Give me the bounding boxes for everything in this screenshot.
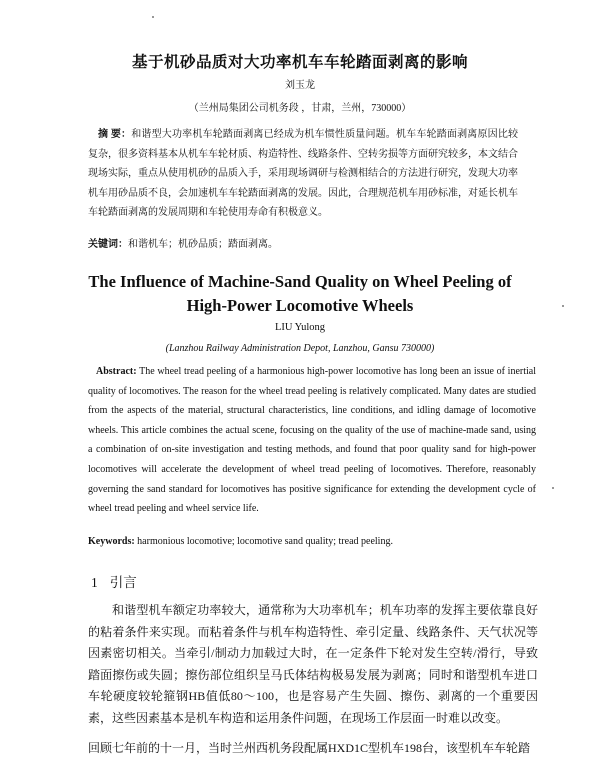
chinese-title: 基于机砂品质对大功率机车车轮踏面剥离的影响 [131,54,468,71]
scan-speck [552,487,554,489]
chinese-abstract [88,125,518,223]
english-title-line1: The Influence of Machine-Sand Quality on Wheel Peeling of [88,272,512,291]
chinese-affiliation: （兰州局集团公司机务段 ，甘肃，兰州，730000） [188,103,412,114]
section-number: 1 [91,575,98,590]
scan-speck [562,305,564,307]
chinese-abstract-text: 和谐型大功率机车轮踏面剥离已经成为机车惯性质量问题。机车车轮踏面剥离原因比较复杂，很多资料基本从机车车轮材质、构造特性、线路条件、空转劣损等方面研究较多，本文结合现场实际，重点从使用机砂的品质入手，采用现场调研与检测相结合的方法进行研究，发现大功率机车用砂品质不良，会加速机车车轮踏面剥离的发展。因此，合理规范机车用砂标准，对延长机车车轮踏面剥离的发展周期和车轮使用寿命有积极意义。 [88,129,519,218]
section-paragraph-1: 和谐型机车额定功率较大，通常称为大功率机车；机车功率的发挥主要依靠良好的粘着条件来实现。而粘着条件与机车构造特性、牵引定量、线路条件、天气状况等因素密切相关。当牵引/制动力加载过大时，在一定条件下轮对发生空转/滑行，导致踏面擦伤或失圆；擦伤部位组织呈马氏体结构极易发展为剥离；同时和谐型机车进口车轮硬度较轮箍钢HB值低80～100，也是容易产生失圆、擦伤、剥离的一个重要因素，这些因素基本是机车构造和运用条件问题，在现场工作层面一时难以改变。 [88,603,538,725]
english-title-line2: High-Power Locomotive Wheels [186,296,414,315]
chinese-keywords-label: 关键词： [88,239,128,250]
english-author: LIU Yulong [274,322,326,333]
scan-speck [152,16,154,18]
english-keywords-text: harmonious locomotive; locomotive sand quality; tread peeling. [137,536,393,547]
chinese-keywords-text: 和谐机车；机砂品质；踏面剥离。 [128,239,278,250]
section-paragraph-2: 回顾七年前的十一月，当时兰州西机务段配属HXD1C型机车198台，该型机车车轮踏 [88,741,531,755]
chinese-keywords [88,235,518,250]
english-title [60,270,540,318]
chinese-abstract-label: 摘 要： [98,129,132,140]
english-abstract-label: Abstract: [96,366,137,377]
english-keywords-label: Keywords: [88,536,135,547]
section-title: 引言 [109,575,137,590]
section-heading [91,571,137,591]
chinese-author: 刘玉龙 [285,80,315,91]
english-keywords [88,536,536,547]
english-affiliation: (Lanzhou Railway Administration Depot, Lanzhou, Gansu 730000) [165,343,435,354]
english-abstract-text: The wheel tread peeling of a harmonious high-power locomotive has long been an issue of inertial quality of locomotives. The reason for the wheel tread peeling is relatively complicated. Many dates are studied from the aspects of the material, structural characteristics, line conditions, and idling damage of locomotive wheels. This article combines the actual scene, focusing on the quality of the use of machine-made sand, using a combination of on-site investigation and testing methods, and found that poor quality sand for high-power locomotives will accelerate the development of wheel tread peeling of locomotives. Therefore, reasonably governing the sand standard for locomotives has positive significance for extending the development cycle of wheel tread peeling and wheel service life. [88,366,536,515]
english-abstract [88,362,536,519]
